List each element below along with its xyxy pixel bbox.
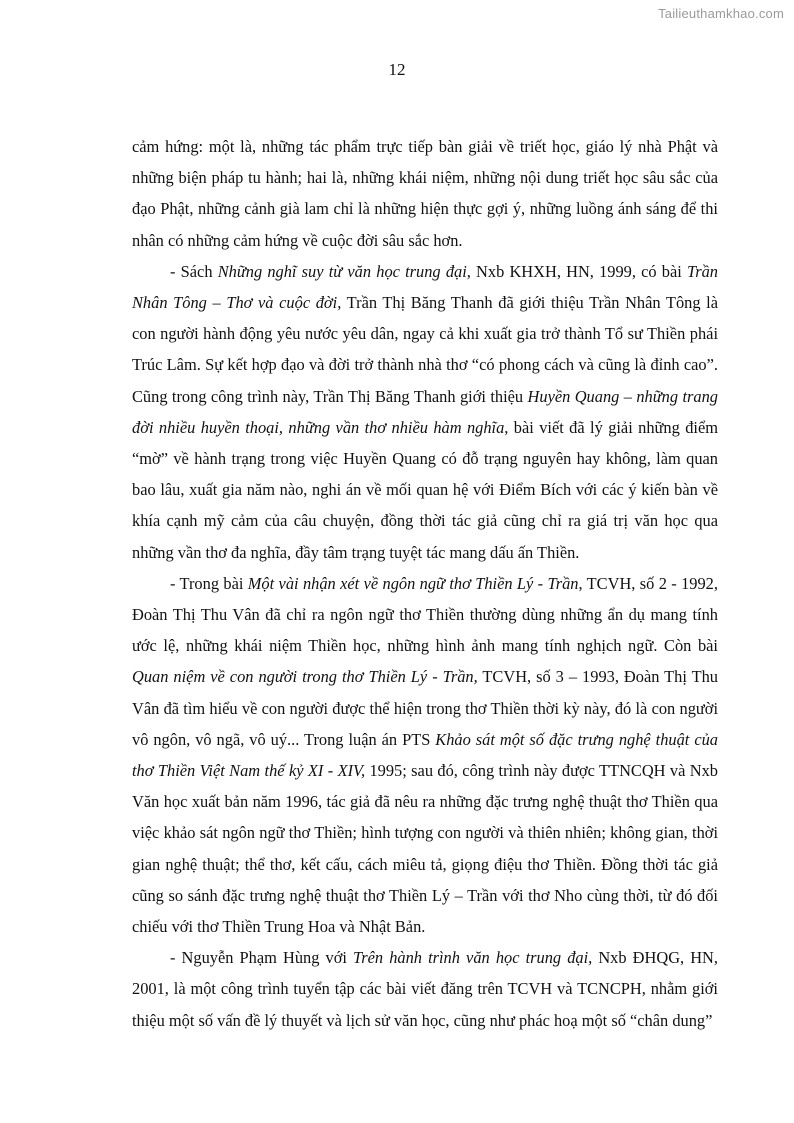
- paragraph-text: cảm hứng: một là, những tác phẩm trực tiếp bàn giải về triết học, giáo lý nhà Phật và những biện pháp tu hành; hai là, những khái niệm, những nội dung triết học sâu sắc của đạo Phật, những cảnh già lam chỉ là những hiện thực gợi ý, những luồng ánh sáng để thi nhân có những cảm hứng về cuộc đời sâu sắc hơn.: [132, 137, 718, 250]
- paragraph-text: Nxb ĐHQG, HN, 2001, là một công trình tuyển tập các bài viết đăng trên TCVH và TCNCPH, nhằm giới thiệu một số vấn đề lý thuyết và lịch sử văn học, cũng như phác hoạ một số “chân dung”: [132, 948, 718, 1030]
- paragraph-text: - Nguyễn Phạm Hùng với: [170, 948, 354, 968]
- paragraph-1: [132, 131, 718, 256]
- paragraph-2: [132, 256, 718, 568]
- watermark-text: Tailieuthamkhao.com: [658, 6, 784, 21]
- paragraph-3: [132, 568, 718, 942]
- article-title: Huyền Quang – những trang đời nhiều huyền thoại, những vần thơ nhiều hàm nghĩa: [132, 386, 718, 437]
- paragraph-text: TCVH, số 3 – 1993, Đoàn Thị Thu Vân đã tìm hiểu về con người được thể hiện trong thơ Thiền thời kỳ này, đó là con người vô ngôn, vô ngã, vô uý... Trong luận án PTS: [132, 667, 718, 749]
- paragraph-text: , Trần Thị Băng Thanh đã giới thiệu Trần Nhân Tông là con người hành động yêu nước yêu dân, ngay cả khi xuất gia trở thành Tổ sư Thiền phái Trúc Lâm. Sự kết hợp đạo và đời trở thành nhà thơ “có phong cách và cũng là đỉnh cao”. Cũng trong công trình này, Trần Thị Băng Thanh giới thiệu: [132, 293, 719, 406]
- book-title: Trên hành trình văn học trung đại,: [353, 948, 593, 968]
- paragraph-text: , bài viết đã lý giải những điểm “mờ” về hành trạng trong việc Huyền Quang có đỗ trạng nguyên hay không, làm quan bao lâu, xuất gia năm nào, nghi án về mối quan hệ với Điểm Bích với các ý kiến bàn về khía cạnh mỹ cảm của câu chuyện, đồng thời tác giả cũng chỉ ra giá trị văn học qua những vần thơ đa nghĩa, đầy tâm trạng tuyệt tác mang dấu ấn Thiền.: [132, 417, 718, 562]
- paragraph-text: - Sách: [170, 261, 218, 281]
- book-title: Những nghĩ suy từ văn học trung đại: [217, 261, 467, 281]
- paragraph-text: , Nxb KHXH, HN, 1999, có bài: [466, 261, 688, 281]
- page-number: 12: [388, 60, 406, 79]
- article-title: Quan niệm về con người trong thơ Thiền Lý - Trần,: [132, 667, 478, 687]
- paragraph-text: 1995; sau đó, công trình này được TTNCQH và Nxb Văn học xuất bản năm 1996, tác giả đã nêu ra những đặc trưng nghệ thuật thơ Thiền qua việc khảo sát ngôn ngữ thơ Thiền; hình tượng con người và thiên nhiên; không gian, thời gian nghệ thuật; thể thơ, kết cấu, cách miêu tả, giọng điệu thơ Thiền. Đồng thời tác giả cũng so sánh đặc trưng nghệ thuật thơ Thiền Lý – Trần với thơ Nho cùng thời, từ đó đối chiếu với thơ Thiền Trung Hoa và Nhật Bản.: [132, 761, 718, 937]
- paragraph-4: [132, 942, 718, 1036]
- article-title: Trần Nhân Tông – Thơ và cuộc đời: [132, 261, 718, 313]
- paragraph-text: - Trong bài: [170, 573, 248, 593]
- paragraph-text: , TCVH, số 2 - 1992, Đoàn Thị Thu Vân đã chỉ ra ngôn ngữ thơ Thiền thường dùng những ẩn dụ mang tính ước lệ, những khái niệm Thiền học, những hình ảnh mang tính nghịch ngữ. Còn bài: [132, 573, 718, 656]
- document-body: [132, 131, 718, 1036]
- thesis-title: Khảo sát một số đặc trưng nghệ thuật của thơ Thiền Việt Nam thế kỷ XI - XIV,: [132, 729, 718, 781]
- article-title: Một vài nhận xét về ngôn ngữ thơ Thiền Lý - Trần: [247, 573, 579, 593]
